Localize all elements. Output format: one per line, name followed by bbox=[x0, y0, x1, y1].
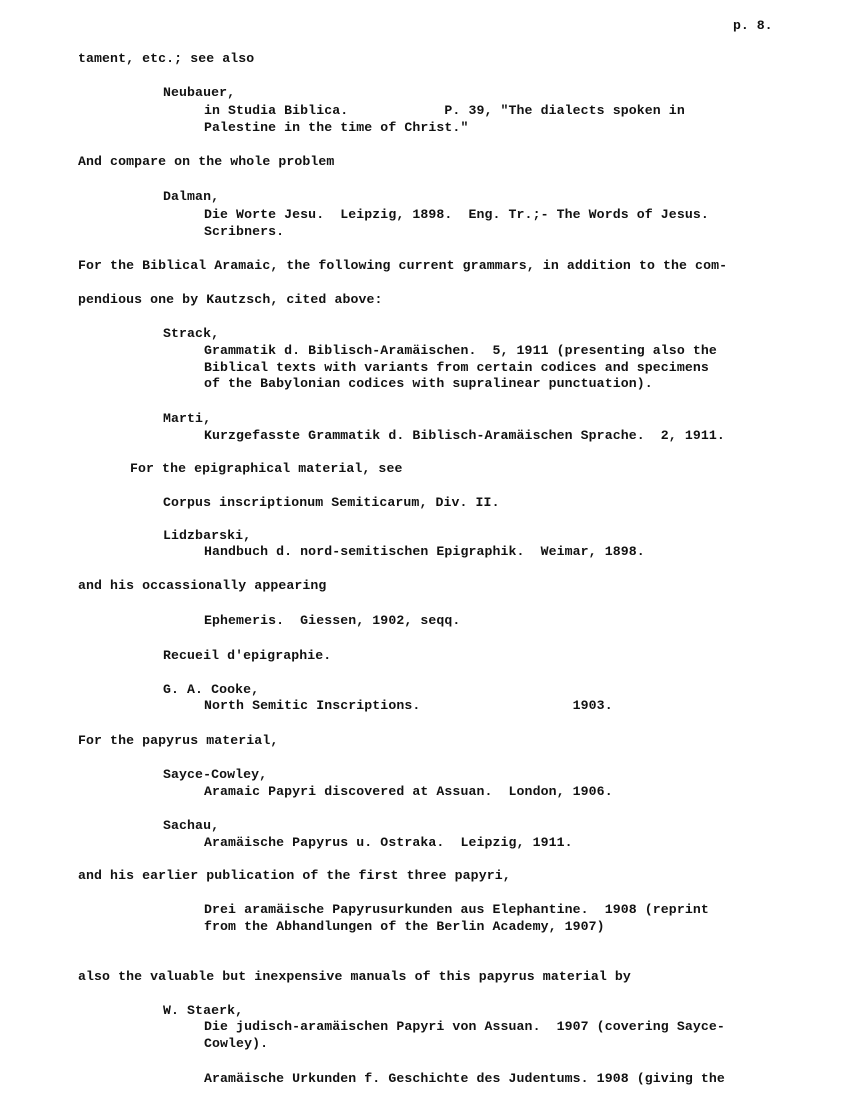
author-heading: Sachau, bbox=[163, 818, 220, 833]
citation-line: Scribners. bbox=[204, 224, 285, 239]
author-heading: Marti, bbox=[163, 411, 212, 426]
citation-line: Aramaic Papyri discovered at Assuan. London, 1906. bbox=[204, 784, 613, 799]
citation-line: Kurzgefasste Grammatik d. Biblisch-Aramäischen Sprache. 2, 1911. bbox=[204, 428, 725, 443]
author-heading: Sayce-Cowley, bbox=[163, 767, 268, 782]
citation-line: Aramäische Papyrus u. Ostraka. Leipzig, 1911. bbox=[204, 835, 573, 850]
citation-line: in Studia Biblica. P. 39, "The dialects spoken in bbox=[204, 103, 685, 118]
text-line: also the valuable but inexpensive manuals of this papyrus material by bbox=[78, 969, 631, 984]
text-line: and his occassionally appearing bbox=[78, 578, 327, 593]
text-line: For the Biblical Aramaic, the following current grammars, in addition to the com- bbox=[78, 258, 728, 273]
citation-line: from the Abhandlungen of the Berlin Academy, 1907) bbox=[204, 919, 605, 934]
text-line: tament, etc.; see also bbox=[78, 51, 255, 66]
text-line: and his earlier publication of the first three papyri, bbox=[78, 868, 511, 883]
author-heading: Dalman, bbox=[163, 189, 220, 204]
citation-line: Aramäische Urkunden f. Geschichte des Judentums. 1908 (giving the bbox=[204, 1071, 725, 1086]
author-heading: W. Staerk, bbox=[163, 1003, 244, 1018]
citation-line: Die Worte Jesu. Leipzig, 1898. Eng. Tr.;- The Words of Jesus. bbox=[204, 207, 709, 222]
citation-line: Drei aramäische Papyrusurkunden aus Elephantine. 1908 (reprint bbox=[204, 902, 709, 917]
citation-line: Biblical texts with variants from certain codices and specimens bbox=[204, 360, 709, 375]
citation-line: Ephemeris. Giessen, 1902, seqq. bbox=[204, 613, 461, 628]
author-heading: Strack, bbox=[163, 326, 220, 341]
text-line: pendious one by Kautzsch, cited above: bbox=[78, 292, 383, 307]
text-line: For the papyrus material, bbox=[78, 733, 279, 748]
citation-line: Palestine in the time of Christ." bbox=[204, 120, 469, 135]
text-line: For the epigraphical material, see bbox=[130, 461, 403, 476]
citation-line: Cowley). bbox=[204, 1036, 269, 1051]
citation-line: North Semitic Inscriptions. 1903. bbox=[204, 698, 613, 713]
citation-line: Die judisch-aramäischen Papyri von Assuan. 1907 (covering Sayce- bbox=[204, 1019, 725, 1034]
author-heading: Lidzbarski, bbox=[163, 528, 252, 543]
page-number: p. 8. bbox=[733, 18, 773, 33]
citation-line: Handbuch d. nord-semitischen Epigraphik. Weimar, 1898. bbox=[204, 544, 645, 559]
text-line: And compare on the whole problem bbox=[78, 154, 335, 169]
citation-line: of the Babylonian codices with supralinear punctuation). bbox=[204, 376, 653, 391]
citation-line: Grammatik d. Biblisch-Aramäischen. 5, 1911 (presenting also the bbox=[204, 343, 717, 358]
citation-line: Recueil d'epigraphie. bbox=[163, 648, 332, 663]
citation-line: Corpus inscriptionum Semiticarum, Div. II. bbox=[163, 495, 500, 510]
author-heading: Neubauer, bbox=[163, 85, 236, 100]
author-heading: G. A. Cooke, bbox=[163, 682, 260, 697]
